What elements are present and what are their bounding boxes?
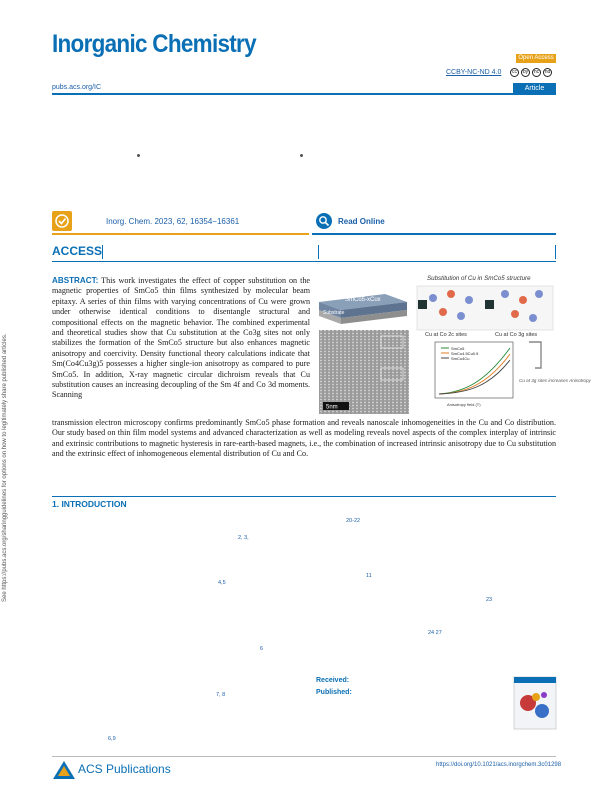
reference-link[interactable]: 24 27 [428, 630, 442, 636]
access-label: ACCESS [52, 244, 103, 258]
cc-icon: cc [512, 69, 517, 75]
scale-label: 5nm [326, 404, 338, 411]
reference-link[interactable]: 6 [260, 646, 264, 652]
reference-link[interactable]: 20-22 [346, 518, 361, 524]
reference-link[interactable]: 7, 8 [216, 692, 226, 698]
section-rule [52, 496, 556, 497]
access-divider [318, 245, 319, 259]
intro-heading: 1. INTRODUCTION [52, 499, 127, 509]
orcid-icon[interactable] [137, 154, 140, 157]
nd-icon: nd [544, 69, 551, 75]
site-3g-label: Cu at Co 3g sites [495, 332, 538, 338]
journal-cover-thumbnail[interactable] [514, 677, 556, 729]
license-link[interactable]: CCBY-NC-ND 4.0 [446, 69, 502, 76]
doi-link[interactable]: https://doi.org/10.1021/acs.inorgchem.3c01298 [436, 762, 562, 768]
cite-underline [52, 233, 309, 235]
orcid-icon[interactable] [300, 154, 303, 157]
crystal-structure [417, 286, 553, 330]
article-type-tab: Article [513, 83, 556, 94]
abstract-narrow [52, 276, 310, 401]
open-access-badge[interactable]: Open Access [516, 54, 556, 63]
toc-graphic [315, 272, 591, 418]
abstract-label: ABSTRACT: [52, 276, 99, 285]
read-online-icon[interactable] [316, 213, 332, 229]
access-rule [52, 261, 556, 262]
nc-icon: nc [533, 69, 540, 75]
reference-link[interactable]: 11 [366, 573, 372, 579]
legend-entry: SmCo5 [451, 346, 465, 351]
footer-rule [52, 756, 556, 757]
site-url-link[interactable]: pubs.acs.org/IC [52, 84, 102, 91]
film-label: SmCo5-xCux [345, 297, 381, 303]
sharing-guidelines-note: See https://pubs.acs.org/sharingguidelines for options on how to legitimately share published articles. [2, 333, 8, 602]
abstract-wide: transmission electron microscopy confirms predominantly SmCo5 phase formation and reveals nanoscale inhomogeneities in the Cu and Co distribution. Our study based on thin film model systems and advanced characterization as well as modeling reveals novel aspects of the complex interplay of intrinsic and extrinsic contributions to magnetic hysteresis in rare-earth-based magnets, i.e., the combination of increased intrinsic anisotropy due to Cu substitution and the extrinsic effect of inhomogeneous elemental distribution of Cu and Co. [52, 418, 556, 459]
access-divider [555, 245, 556, 259]
publisher-name: ACS Publications [78, 762, 171, 776]
reference-link[interactable]: 6,9 [108, 736, 116, 742]
legend-entry: SmCo4.5Cu0.5 [451, 351, 479, 356]
read-online-underline [312, 233, 556, 235]
journal-title: Inorganic Chemistry [52, 30, 256, 58]
citation-link[interactable]: Inorg. Chem. 2023, 62, 16354−16361 [106, 217, 240, 226]
site-3g-note: Cu at 3g sites increases Anisotropy [519, 378, 591, 383]
reference-link[interactable]: 4,5 [218, 580, 226, 586]
header-rule [52, 93, 556, 95]
cite-this-icon[interactable] [52, 211, 72, 231]
reference-link[interactable]: 2, 3, [238, 535, 249, 541]
toc-title: Substitution of Cu in SmCo5 structure [427, 275, 531, 282]
by-icon: by [522, 69, 529, 75]
access-divider [102, 245, 103, 259]
read-online-link[interactable]: Read Online [338, 217, 385, 226]
plot-xlabel: Anisotropy field (T) [447, 402, 481, 407]
stem-image [319, 330, 409, 414]
acs-logo-icon [52, 760, 76, 785]
legend-entry: SmCo4Cu [451, 356, 470, 361]
substrate-label: Substrate [323, 310, 345, 316]
received-label: Received: [316, 677, 350, 684]
published-label: Published: [316, 689, 352, 696]
abstract-text: This work investigates the effect of copper substitution on the magnetic properties of SmCo5 thin films synthesized by molecular beam epitaxy. A series of thin films with varying concentrations of Cu were grown under otherwise identical conditions to disentangle structural and compositional effects on the magnetic behavior. The combined experimental and theoretical studies show that Cu substitution at the Co3g sites not only stabilizes the formation of the SmCo5 structure but also enhances magnetic anisotropy and coercivity. Density functional theory calculations indicate that Sm(Co4Cu3g)5 possesses a higher single-ion anisotropy as compared to pure SmCo5. In addition, X-ray magnetic circular dichroism reveals that Cu substitution causes an increasing decoupling of the Sm 4f and Co 3d moments. Scanning [52, 276, 310, 400]
anisotropy-plot [435, 342, 513, 407]
reference-link[interactable]: 23 [486, 597, 493, 603]
site-2c-label: Cu at Co 2c sites [425, 332, 467, 338]
